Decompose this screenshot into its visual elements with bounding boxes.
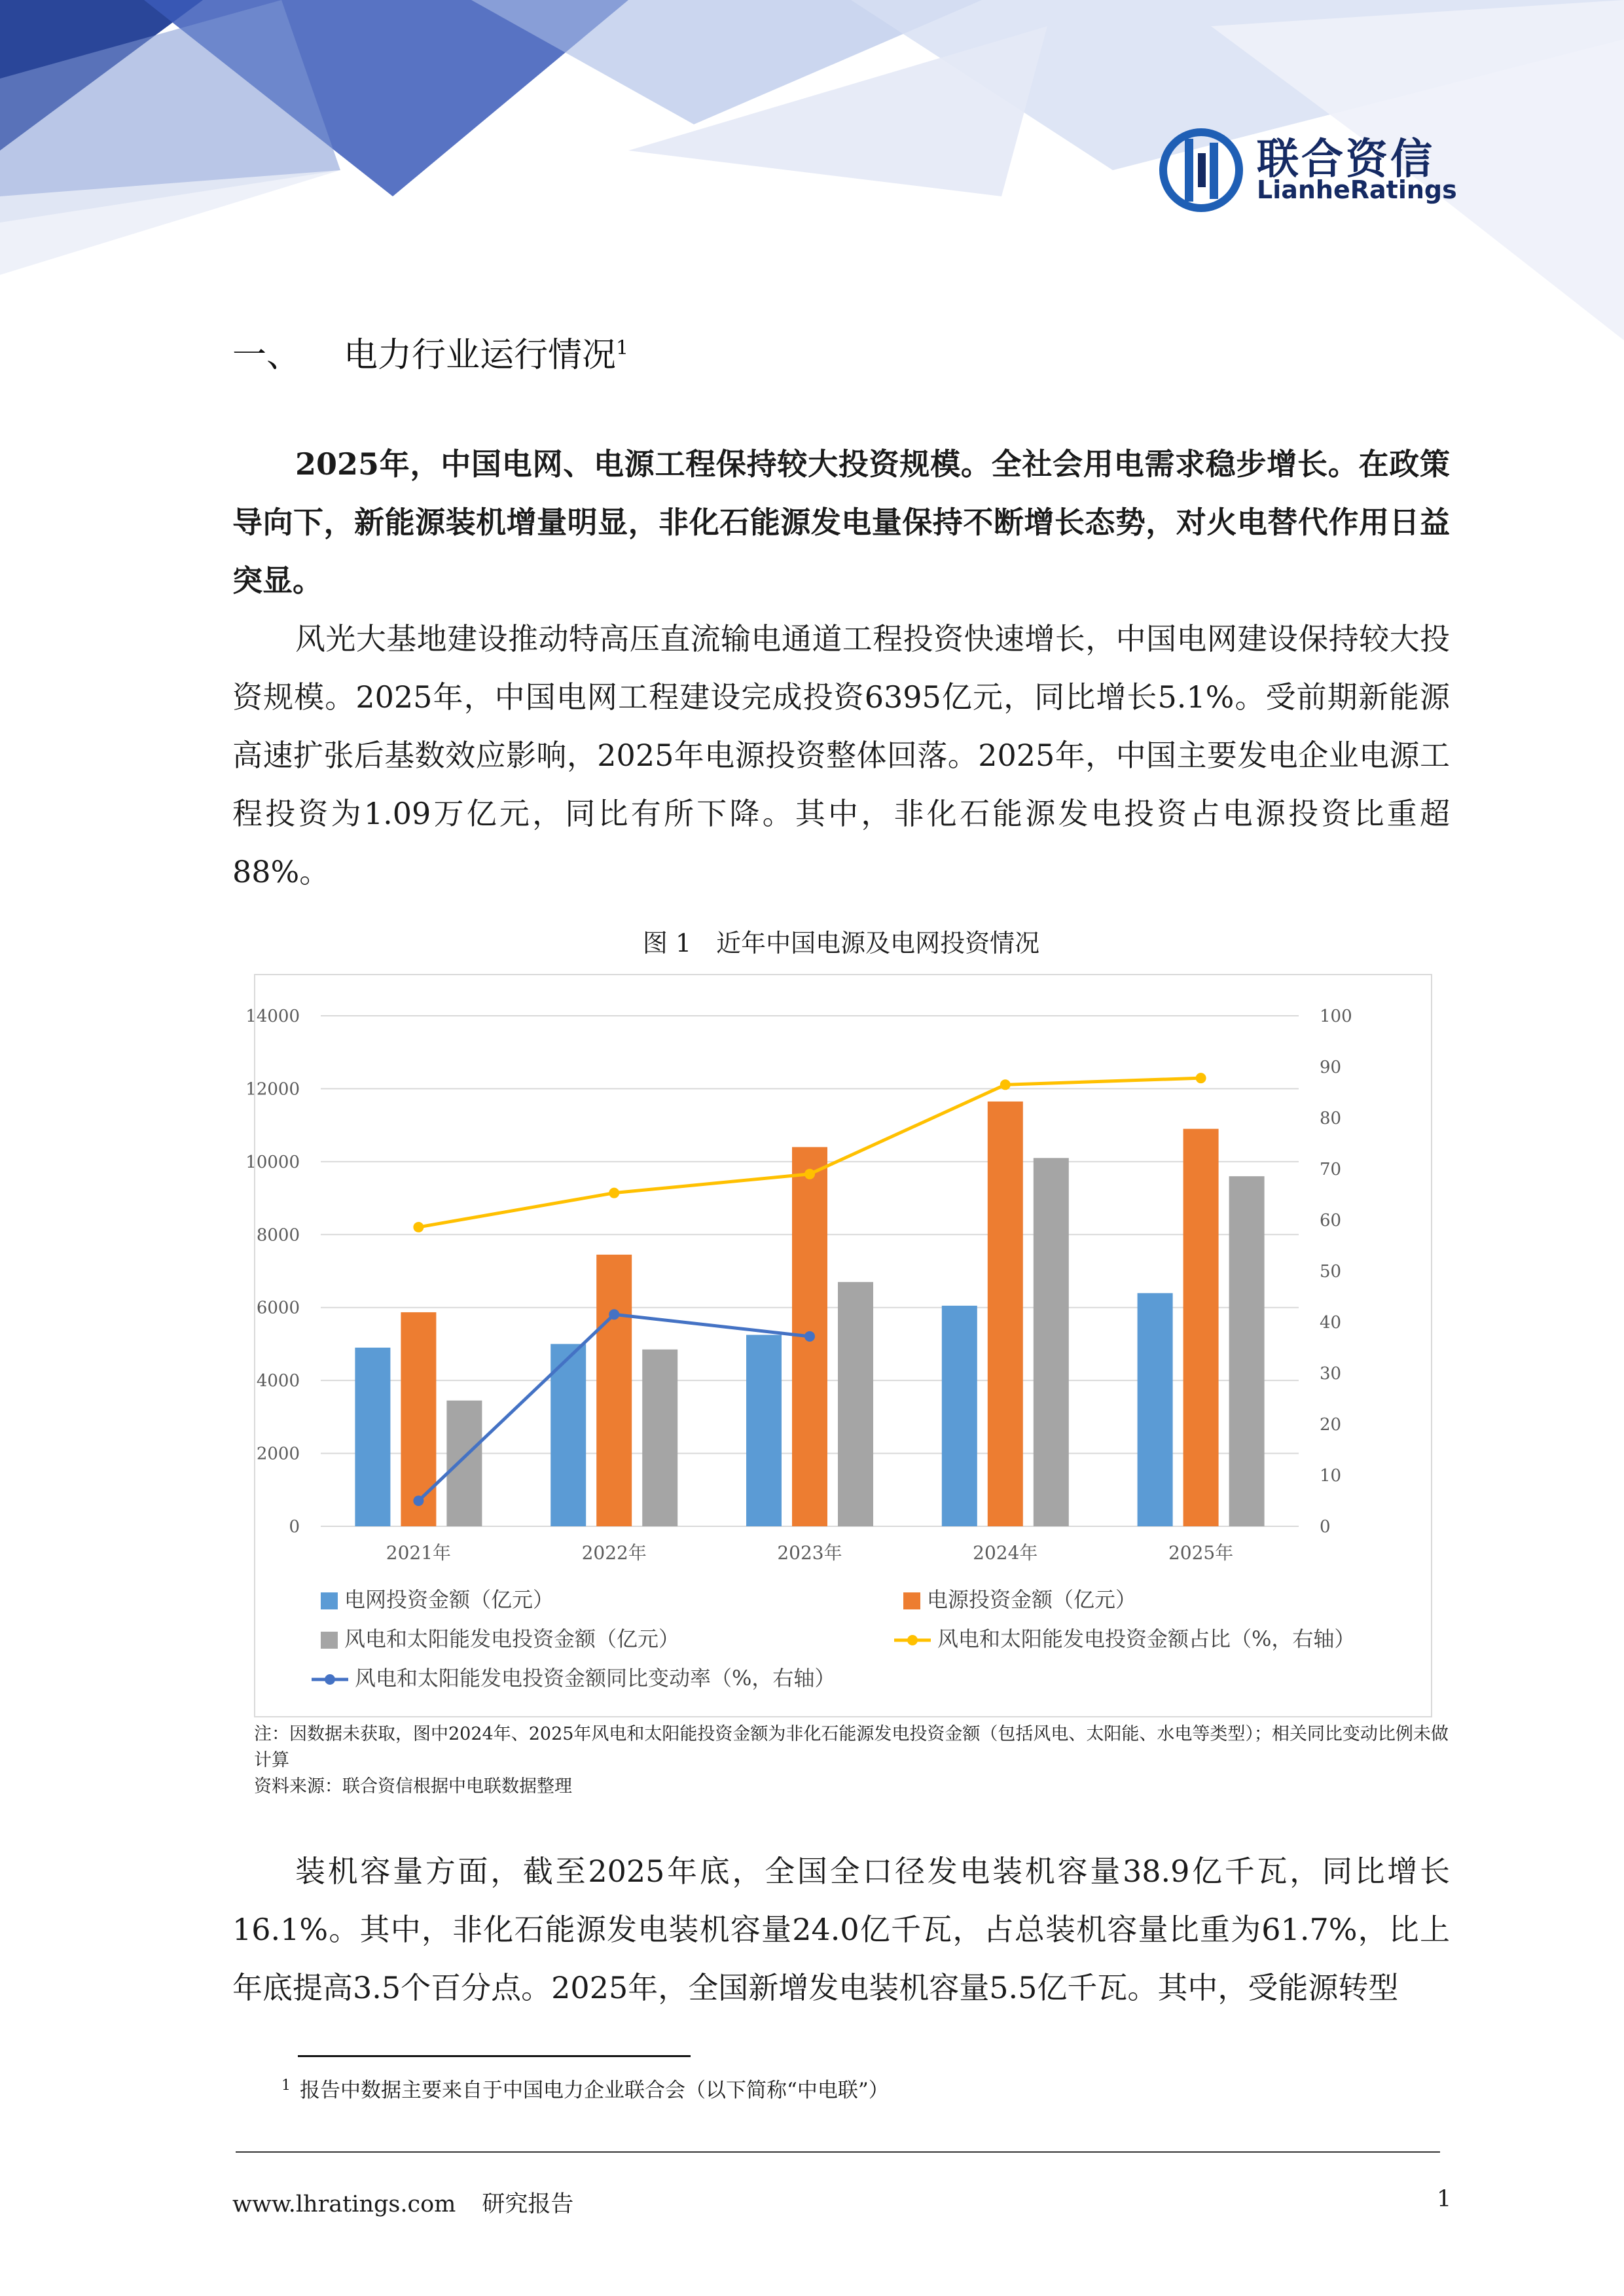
body-paragraph-1: 风光大基地建设推动特高压直流输电通道工程投资快速增长，中国电网建设保持较大投资规模。2025年，中国电网工程建设完成投资6395亿元，同比增长5.1%。受前期新能源高速扩张后基数效应影响，2025年电源投资整体回落。2025年，中国主要发电企业电源工程投资为1.09万亿元，同比有所下降。其中，非化石能源发电投资占电源投资比重超88%。 [232, 621, 1450, 889]
logo-english-name: LianheRatings [1257, 175, 1457, 204]
legend-label: 电源投资金额（亿元） [927, 1587, 1137, 1612]
y-left-tick-label: 14000 [245, 1007, 300, 1026]
y-left-tick-label: 2000 [256, 1444, 300, 1464]
bar-1 [355, 1348, 390, 1526]
bar-2 [401, 1312, 436, 1526]
x-tick-label: 2024年 [973, 1542, 1038, 1564]
footnote-ref: 1 [616, 336, 629, 360]
legend-swatch-marker [325, 1674, 335, 1685]
line-point-1 [1000, 1079, 1011, 1090]
line-point-2 [413, 1496, 424, 1506]
bar-1 [942, 1306, 977, 1526]
y-left-tick-label: 6000 [256, 1298, 300, 1318]
x-tick-label: 2021年 [386, 1542, 452, 1564]
bar-2 [1183, 1129, 1219, 1526]
footer-website[interactable]: www.lhratings.com [232, 2191, 456, 2217]
y-right-tick-label: 90 [1320, 1058, 1342, 1077]
y-left-tick-label: 12000 [245, 1079, 300, 1100]
bar-1 [746, 1335, 782, 1527]
bar-2 [988, 1102, 1023, 1526]
y-right-tick-label: 60 [1320, 1211, 1342, 1230]
lead-paragraph: 2025年，中国电网、电源工程保持较大投资规模。全社会用电需求稳步增长。在政策导向下，新能源装机增量明显，非化石能源发电量保持不断增长态势，对火电替代作用日益突显。 [232, 446, 1450, 598]
bar-3 [1034, 1158, 1069, 1526]
y-right-tick-label: 10 [1320, 1466, 1342, 1486]
x-tick-label: 2025年 [1168, 1542, 1234, 1564]
y-left-tick-label: 8000 [256, 1225, 300, 1246]
line-point-1 [413, 1222, 424, 1232]
bar-3 [446, 1401, 482, 1526]
line-point-2 [609, 1309, 619, 1319]
logo-name: 联合资信 [1257, 135, 1435, 184]
legend-label: 风电和太阳能发电投资金额同比变动率（%，右轴） [355, 1666, 836, 1691]
section-title: 电力行业运行情况 [344, 336, 617, 375]
bar-1 [1138, 1293, 1173, 1526]
lianhe-logo-icon [1159, 124, 1244, 216]
legend-swatch [321, 1592, 338, 1609]
y-right-tick-label: 70 [1320, 1160, 1342, 1179]
footer-left [232, 2186, 573, 2219]
y-right-tick-label: 0 [1320, 1517, 1331, 1537]
legend-label: 风电和太阳能发电投资金额（亿元） [344, 1626, 680, 1651]
line-point-2 [804, 1331, 815, 1342]
x-tick-label: 2022年 [581, 1542, 647, 1564]
y-left-tick-label: 0 [289, 1517, 300, 1537]
y-right-tick-label: 100 [1320, 1007, 1352, 1026]
bar-2 [596, 1255, 632, 1526]
footer-rule [236, 2151, 1440, 2153]
y-left-tick-label: 4000 [256, 1371, 300, 1391]
legend-swatch [903, 1592, 920, 1609]
line-point-1 [609, 1188, 619, 1198]
figure-title: 图 1 近年中国电源及电网投资情况 [642, 929, 1040, 958]
y-left-tick-label: 10000 [245, 1152, 300, 1172]
legend-label: 电网投资金额（亿元） [344, 1587, 554, 1612]
legend-swatch-marker [907, 1635, 918, 1645]
bar-3 [1229, 1176, 1265, 1526]
section-heading [232, 327, 628, 376]
legend-label: 风电和太阳能发电投资金额占比（%，右轴） [937, 1626, 1356, 1651]
line-point-1 [804, 1169, 815, 1179]
footer-doc-type: 研究报告 [482, 2191, 574, 2217]
y-right-tick-label: 30 [1320, 1364, 1342, 1384]
bar-3 [838, 1282, 873, 1526]
footnote [281, 2073, 889, 2103]
y-right-tick-label: 40 [1320, 1313, 1342, 1333]
section-number: 一、 [232, 336, 301, 375]
footnote-rule [298, 2055, 691, 2057]
body-paragraph-2: 装机容量方面，截至2025年底，全国全口径发电装机容量38.9亿千瓦，同比增长16.1%。其中，非化石能源发电装机容量24.0亿千瓦，占总装机容量比重为61.7%，比上年底提高3.5个百分点。2025年，全国新增发电装机容量5.5亿千瓦。其中，受能源转型 [232, 1854, 1450, 2005]
x-tick-label: 2023年 [777, 1542, 842, 1564]
investment-chart [245, 975, 1430, 1713]
y-right-tick-label: 20 [1320, 1415, 1342, 1435]
figure-source: 资料来源：联合资信根据中电联数据整理 [254, 1776, 572, 1797]
figure-note: 注：因数据未获取，图中2024年、2025年风电和太阳能投资金额为非化石能源发电投资金额（包括风电、太阳能、水电等类型）；相关同比变动比例未做计算 [254, 1724, 1449, 1770]
y-right-tick-label: 50 [1320, 1262, 1342, 1282]
bar-3 [642, 1350, 677, 1526]
footnote-text: 报告中数据主要来自于中国电力企业联合会（以下简称“中电联”） [300, 2079, 889, 2102]
line-point-1 [1196, 1073, 1206, 1083]
page-number: 1 [1437, 2186, 1452, 2212]
footnote-mark: 1 [281, 2077, 291, 2094]
y-right-tick-label: 80 [1320, 1109, 1342, 1128]
legend-swatch [321, 1632, 338, 1649]
